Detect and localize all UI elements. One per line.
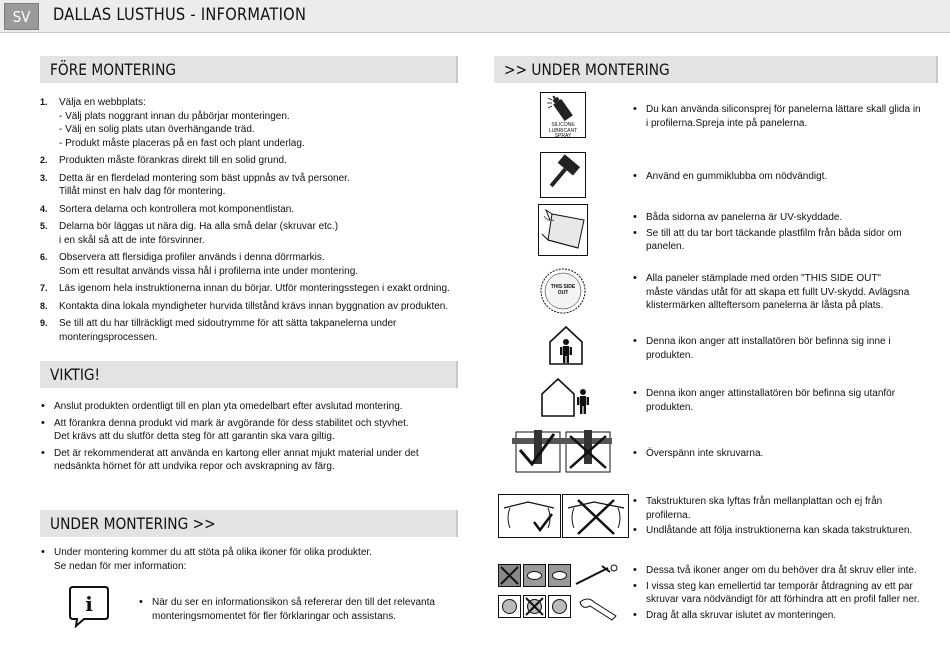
document-title: DALLAS LUSTHUS - INFORMATION xyxy=(53,5,307,25)
list-item xyxy=(40,317,460,344)
row-text-silicone-spray xyxy=(632,103,932,132)
language-badge: SV xyxy=(4,3,39,30)
uv-panel-film-icon xyxy=(538,204,588,256)
rubber-mallet-icon xyxy=(540,152,586,198)
text-line: Produkten måste förankras direkt till en solid grund. xyxy=(59,155,287,166)
stamp-label-line: OUT xyxy=(557,290,569,296)
row-text-roof-structure xyxy=(632,495,932,540)
item-number: 8. xyxy=(40,300,48,311)
lift-roof-structure-icon xyxy=(498,494,630,538)
text-line: klistermärken allteftersom panelerna är låsta på plats. xyxy=(646,300,884,311)
text-line: Sortera delarna och kontrollera mot komponentlistan. xyxy=(59,203,295,215)
spray-label-line: SILICONE xyxy=(551,122,575,128)
list-item xyxy=(632,495,932,522)
list-item xyxy=(40,282,460,296)
silicone-spray-icon xyxy=(540,92,586,138)
list-item xyxy=(632,170,932,184)
text-line: nedsänkta hörnet för att undvika repor och avskrapning av färg. xyxy=(54,461,335,472)
text-line: panelen. xyxy=(646,241,685,252)
item-number: 1. xyxy=(40,97,48,107)
section-title: UNDER MONTERING >> xyxy=(50,514,216,533)
section-title: >> UNDER MONTERING xyxy=(504,60,670,79)
row-text-this-side-out xyxy=(632,272,932,315)
list-item xyxy=(40,447,460,474)
text-line: • Denna ikon anger att installatören bör befinna sig inne i xyxy=(646,336,891,347)
list-item xyxy=(632,580,932,607)
text-line: Detta är en flerdelad montering som bäst uppnås av två personer. xyxy=(59,172,350,184)
text-line: produkten. xyxy=(646,349,694,361)
item-number: 6. xyxy=(40,252,48,262)
info-line: monteringsmomentet för fler förklaringar och assistans. xyxy=(152,610,396,622)
list-item xyxy=(632,524,932,538)
item-number: 4. xyxy=(40,203,48,214)
list-item xyxy=(40,154,460,168)
text-line: Det krävs att du slutför detta steg för att garantin ska vara giltig. xyxy=(54,431,335,442)
text-line: • Se till att du tar bort täckande plastfilm från båda sidor om xyxy=(646,227,902,239)
text-line: • Du kan använda siliconsprej för panelerna lättare skall glida in xyxy=(646,104,921,115)
text-line: Kontakta dina lokala myndigheter hurvida tillstånd krävs innan byggnation av produkten. xyxy=(59,300,449,312)
text-line: i en skål så att de inte försvinner. xyxy=(59,234,205,246)
list-item xyxy=(138,596,458,623)
text-line: • Denna ikon anger attinstallatören bör befinna sig utanför xyxy=(646,388,896,399)
text-line: Se till att du har tillräckligt med sidoutrymme för att sätta takpanelerna under xyxy=(59,318,397,329)
text-line: produkten. xyxy=(646,401,694,413)
list-item xyxy=(40,220,460,247)
section-heading-fore-montering xyxy=(40,56,458,83)
list-item xyxy=(40,251,460,278)
text-line: Som ett resultat används vissa hål i profilerna inte under montering. xyxy=(59,265,359,277)
text-line: • Båda sidorna av panelerna är UV-skyddade. xyxy=(646,212,843,223)
text-line: • Använd en gummiklubba om nödvändigt. xyxy=(646,171,828,182)
text-line: • Dessa två ikoner anger om du behöver dra åt skruv eller inte. xyxy=(646,565,917,576)
text-line: • Drag åt alla skruvar islutet av monteringen. xyxy=(646,609,837,621)
under-montering-intro xyxy=(40,546,460,576)
list-item xyxy=(632,447,932,461)
text-line: • Undlåtande att följa instruktionerna kan skada takstrukturen. xyxy=(646,525,913,536)
screw-tighten-icons xyxy=(498,562,630,622)
viktig-list xyxy=(40,400,460,477)
item-number: 7. xyxy=(40,283,48,293)
text-line: monteringsprocessen. xyxy=(59,331,158,343)
section-heading-under-montering-left xyxy=(40,510,458,537)
row-text-rubber-mallet xyxy=(632,170,932,186)
text-line: i profilerna.Spreja inte på panelerna. xyxy=(646,117,808,129)
text-line: • Det är rekommenderat att använda en kartong eller annat mjukt material under det xyxy=(54,447,419,459)
list-item xyxy=(632,227,932,254)
list-item xyxy=(632,103,932,130)
text-line: Välja en webbplats: xyxy=(59,97,146,108)
text-line: - Välj plats noggrant innan du påbörjar monteringen. xyxy=(59,110,290,122)
row-text-installer-outside xyxy=(632,387,932,416)
list-item xyxy=(632,387,932,414)
item-number: 9. xyxy=(40,318,48,328)
spray-label-line: LUBRICANT SPRAY xyxy=(548,127,578,139)
text-line: Läs igenom hela instruktionerna innan du börjar. Utför monteringsstegen i exakt ordning. xyxy=(59,283,450,294)
item-number: 5. xyxy=(40,221,48,231)
list-item xyxy=(40,96,460,150)
text-line: - Välj en solig plats utan överhängande träd. xyxy=(59,124,255,135)
list-item xyxy=(632,211,932,225)
section-title: FÖRE MONTERING xyxy=(50,60,177,79)
intro-line: • Under montering kommer du att stöta på olika ikoner för olika produkter. xyxy=(54,547,372,558)
svg-text:i: i xyxy=(85,592,93,616)
stamp-label-line: THIS SIDE xyxy=(550,284,576,290)
info-speech-bubble-icon xyxy=(68,584,110,628)
list-item xyxy=(632,335,932,362)
no-overtighten-screws-icon xyxy=(512,428,612,474)
list-item xyxy=(40,546,460,573)
top-bar xyxy=(0,0,950,33)
list-item xyxy=(40,172,460,199)
list-item xyxy=(40,300,460,314)
text-line: måste vändas utåt för att skapa ett fullt UV-skydd. Avlägsna xyxy=(646,286,910,298)
section-heading-under-montering-right xyxy=(494,56,938,83)
text-line: • Att förankra denna produkt vid mark är avgörande för dess stabilitet och styvhet. xyxy=(54,417,409,429)
row-text-screws xyxy=(632,447,932,463)
row-text-uv-panel xyxy=(632,211,932,256)
intro-line: Se nedan för mer information: xyxy=(54,560,187,572)
info-line: • När du ser en informationsikon så refererar den till det relevanta xyxy=(152,597,435,608)
list-item xyxy=(632,272,932,313)
this-side-out-stamp-icon xyxy=(540,268,586,314)
row-text-screw-icons xyxy=(632,564,932,624)
installer-outside-icon xyxy=(540,376,592,418)
text-line: Delarna bör läggas ut nära dig. Ha alla små delar (skruvar etc.) xyxy=(59,221,339,232)
text-line: - Produkt måste placeras på en fast och plant underlag. xyxy=(59,137,305,149)
list-item xyxy=(632,609,932,623)
text-line: • Takstrukturen ska lyftas från mellanplattan och ej från xyxy=(646,496,883,507)
list-item xyxy=(40,417,460,444)
text-line: Observera att flersidiga profiler används i denna dörrmarkis. xyxy=(59,252,325,263)
text-line: profilerna. xyxy=(646,509,691,521)
text-line: • I vissa steg kan emellertid tar temporär åtdragning av ett par xyxy=(646,580,913,592)
section-heading-viktig xyxy=(40,361,458,388)
list-item xyxy=(632,564,932,578)
list-item xyxy=(40,203,460,217)
text-line: Tillåt minst en halv dag för montering. xyxy=(59,186,226,197)
info-icon-description xyxy=(138,596,458,626)
text-line: • Överspänn inte skruvarna. xyxy=(646,448,764,459)
installer-inside-icon xyxy=(546,324,586,366)
text-line: skruvar vara nödvändigt för att förhindra att en profil faller ner. xyxy=(646,594,920,605)
section-title: VIKTIG! xyxy=(50,365,101,384)
fore-montering-list xyxy=(40,96,460,348)
row-text-installer-inside xyxy=(632,335,932,364)
item-number: 3. xyxy=(40,172,48,183)
item-number: 2. xyxy=(40,155,48,165)
text-line: • Alla paneler stämplade med orden "THIS SIDE OUT" xyxy=(646,273,881,284)
text-line: • Anslut produkten ordentligt till en plan yta omedelbart efter avslutad montering. xyxy=(54,401,403,412)
list-item xyxy=(40,400,460,414)
